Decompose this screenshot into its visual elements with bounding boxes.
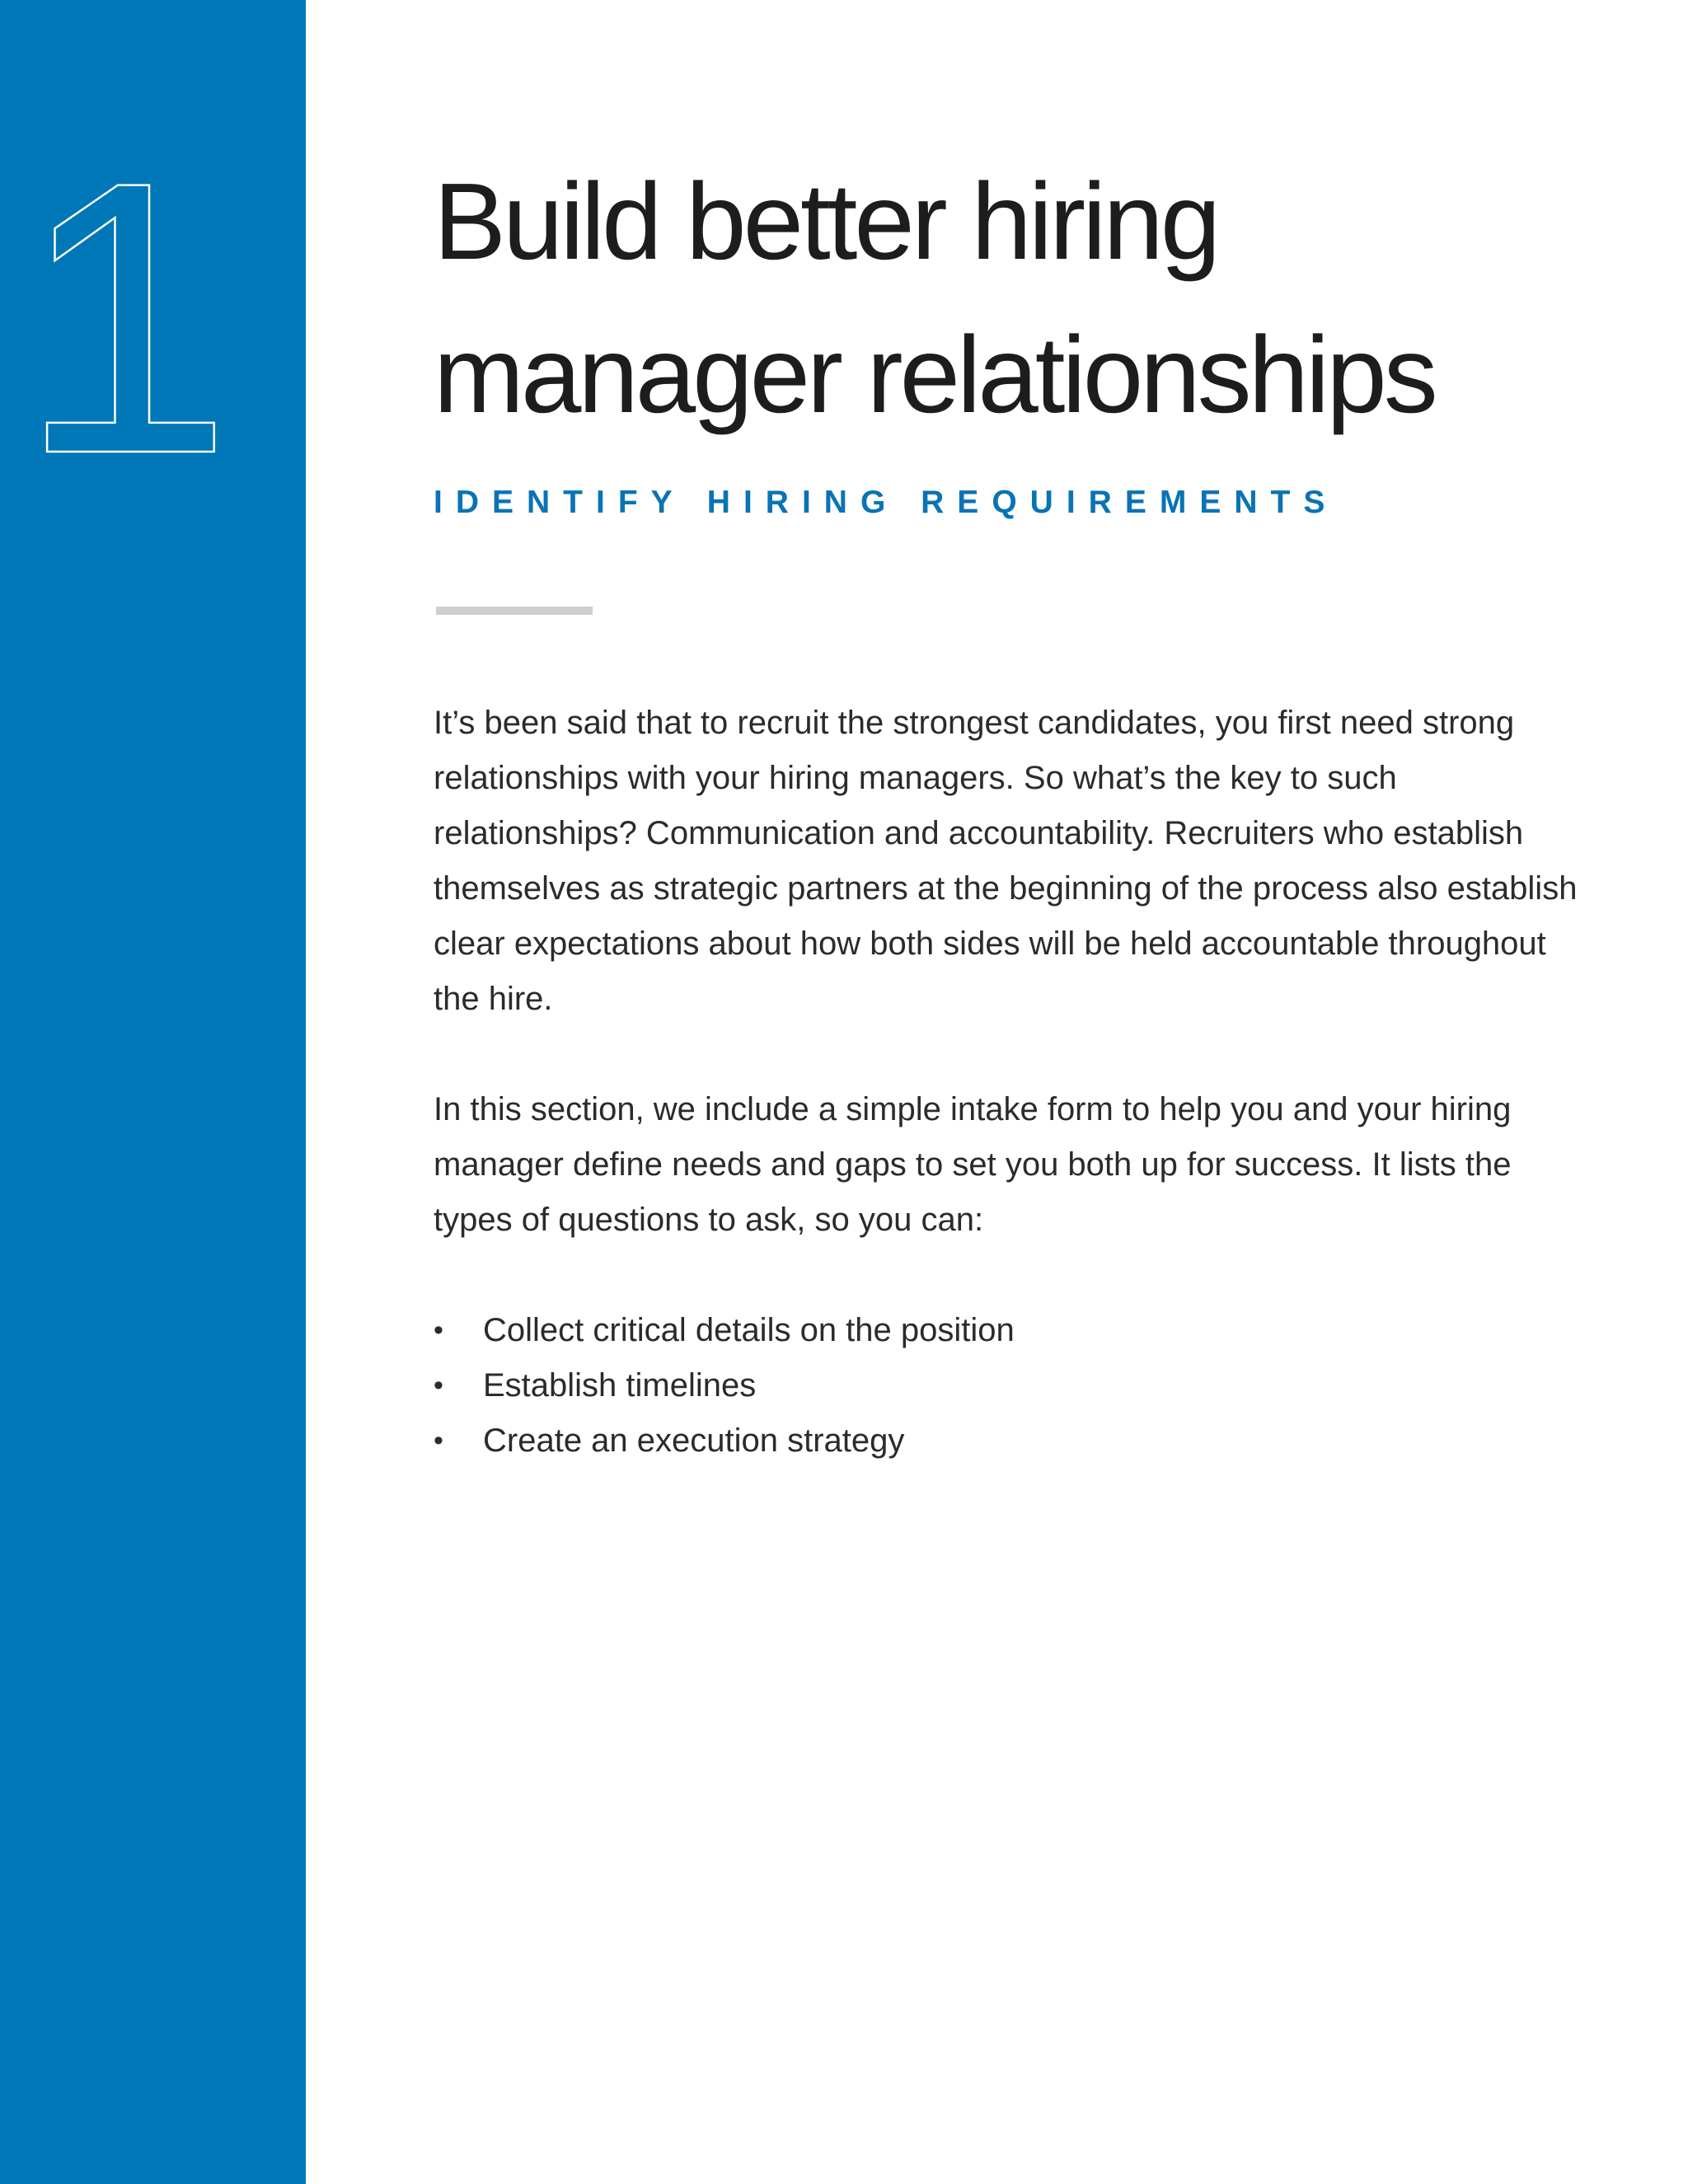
page-title (434, 145, 1620, 452)
paragraph-2: In this section, we include a simple intake form to help you and your hiring manager define needs and gaps to set you both up for success. It lists the types of questions to ask, so you can: (434, 1091, 1512, 1238)
bullet-icon: • (434, 1315, 443, 1346)
title-line-2: manager relationships (434, 314, 1435, 435)
chapter-number-text: 1 (17, 101, 233, 534)
chapter-sidebar (0, 0, 306, 2184)
list-item (434, 1303, 1587, 1358)
body-text (434, 696, 1587, 1469)
list-item (434, 1358, 1587, 1413)
list-item-text: Establish timelines (483, 1367, 757, 1404)
bullet-list (434, 1303, 1587, 1469)
divider (436, 607, 593, 615)
bullet-icon: • (434, 1425, 443, 1456)
list-item (434, 1413, 1587, 1469)
bullet-icon: • (434, 1370, 443, 1401)
list-item-text: Create an execution strategy (483, 1422, 905, 1459)
chapter-number (17, 101, 233, 534)
paragraph-1: It’s been said that to recruit the strongest candidates, you first need strong relationships with your hiring managers. So what’s the key to such relationships? Communication and accountability. Recruiters who establish themselves as strategic partners at the beginning of the process also establish clear expectations about how both sides will be held accountable throughout the hire. (434, 705, 1578, 1017)
section-subtitle: IDENTIFY HIRING REQUIREMENTS (434, 485, 1339, 520)
list-item-text: Collect critical details on the position (483, 1312, 1015, 1348)
title-line-1: Build better hiring (434, 161, 1218, 282)
